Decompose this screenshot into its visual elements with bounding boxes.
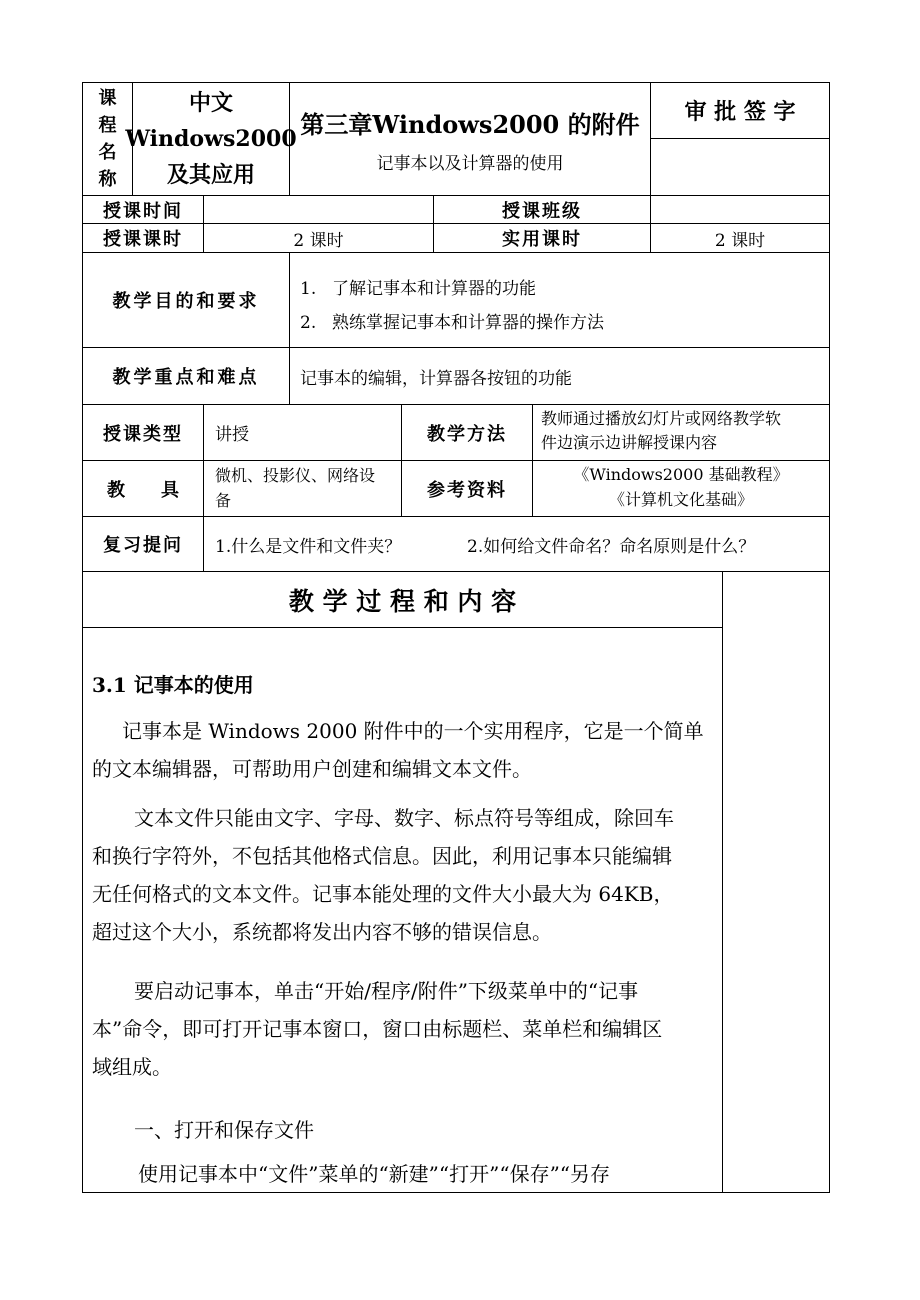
chapter-subtitle: 记事本以及计算器的使用 [376, 153, 564, 174]
method-line: 件边演示边讲解授课内容 [541, 433, 718, 452]
hours-label: 授课课时 [103, 229, 183, 250]
method-line: 教师通过播放幻灯片或网络教学软 [541, 409, 782, 428]
practice-hours-value: 2 课时 [714, 230, 766, 251]
objective-num: 1. [300, 279, 317, 299]
course-name-label-char: 名 [98, 142, 117, 163]
tools-value [215, 463, 400, 513]
paragraph-line: 本”命令，即可打开记事本窗口，窗口由标题栏、菜单栏和编辑区 [92, 1017, 663, 1041]
tools-line: 微机、投影仪、网络设 [215, 466, 376, 485]
course-name-label-char: 称 [98, 169, 117, 190]
hours-value: 2 课时 [293, 230, 344, 251]
objective-text: 熟练掌握记事本和计算器的操作方法 [332, 313, 604, 333]
paragraph [92, 712, 718, 788]
class-label: 授课班级 [502, 200, 582, 222]
row-line [82, 627, 723, 628]
review-question-1: 1.什么是文件和文件夹？ [215, 536, 402, 557]
references-value [533, 462, 829, 512]
subheading: 一、打开和保存文件 [134, 1118, 314, 1142]
paragraph-line: 的文本编辑器，可帮助用户创建和编辑文本文件。 [92, 757, 532, 781]
type-value: 讲授 [215, 425, 249, 445]
class-value [651, 196, 829, 223]
section-title: 3.1 记事本的使用 [92, 673, 254, 697]
reference-item: 《Windows2000 基础教程》 [573, 465, 789, 484]
keypoints-value: 记事本的编辑，计算器各按钮的功能 [300, 368, 572, 389]
course-name-value [125, 83, 297, 195]
course-name-line: 中文 [188, 90, 233, 116]
paragraph [92, 799, 718, 951]
objective-item [300, 308, 604, 333]
paragraph-line: 记事本是 Windows 2000 附件中的一个实用程序，它是一个简单 [122, 719, 704, 743]
objectives-label: 教学目的和要求 [112, 291, 260, 312]
course-name-line: 及其应用 [166, 162, 255, 188]
objective-text: 了解记事本和计算器的功能 [332, 279, 536, 299]
paragraph-line: 超过这个大小，系统都将发出内容不够的错误信息。 [92, 920, 552, 944]
col-line [203, 516, 204, 571]
review-question-2: 2.如何给文件命名？命名原则是什么？ [467, 536, 756, 557]
content-heading: 教 学 过 程 和 内 容 [288, 586, 517, 616]
approval-label: 审 批 签 字 [684, 98, 796, 125]
col-line [722, 571, 723, 1192]
teach-time-label: 授课时间 [103, 200, 183, 222]
paragraph-line: 无任何格式的文本文件。记事本能处理的文件大小最大为 64KB， [92, 882, 674, 906]
type-label: 授课类型 [103, 423, 183, 445]
col-line [289, 252, 290, 404]
chapter-title: 第三章Windows2000 的附件 [300, 109, 640, 139]
row-line [82, 1192, 830, 1193]
references-label: 参考资料 [427, 479, 507, 501]
paragraph-line: 文本文件只能由文字、字母、数字、标点符号等组成，除回车 [134, 806, 674, 830]
teach-time-value [204, 196, 433, 223]
course-name-line: Windows2000 [125, 126, 297, 152]
reference-item: 《计算机文化基础》 [608, 490, 753, 509]
keypoints-label: 教学重点和难点 [112, 367, 260, 388]
tools-line: 备 [215, 491, 232, 510]
method-value [541, 407, 826, 455]
paragraph-line: 域组成。 [92, 1055, 172, 1079]
objective-num: 2. [300, 313, 317, 333]
review-label: 复习提问 [103, 535, 183, 556]
col-line [203, 404, 204, 516]
border-right [829, 82, 830, 1193]
tools-label: 教 具 [107, 479, 179, 501]
paragraph-line: 要启动记事本，单击“开始/程序/附件”下级菜单中的“记事 [134, 979, 639, 1003]
paragraph [92, 972, 718, 1086]
row-line [650, 138, 830, 139]
practice-hours-label: 实用课时 [502, 229, 582, 250]
course-name-label-char: 课 [98, 88, 117, 109]
paragraph-line: 使用记事本中“文件”菜单的“新建”“打开”“保存”“另存 [138, 1162, 611, 1186]
paragraph-line: 和换行字符外，不包括其他格式信息。因此，利用记事本只能编辑 [92, 844, 672, 868]
objective-item [300, 274, 536, 299]
course-name-label-char: 程 [98, 115, 117, 136]
method-label: 教学方法 [427, 423, 507, 445]
